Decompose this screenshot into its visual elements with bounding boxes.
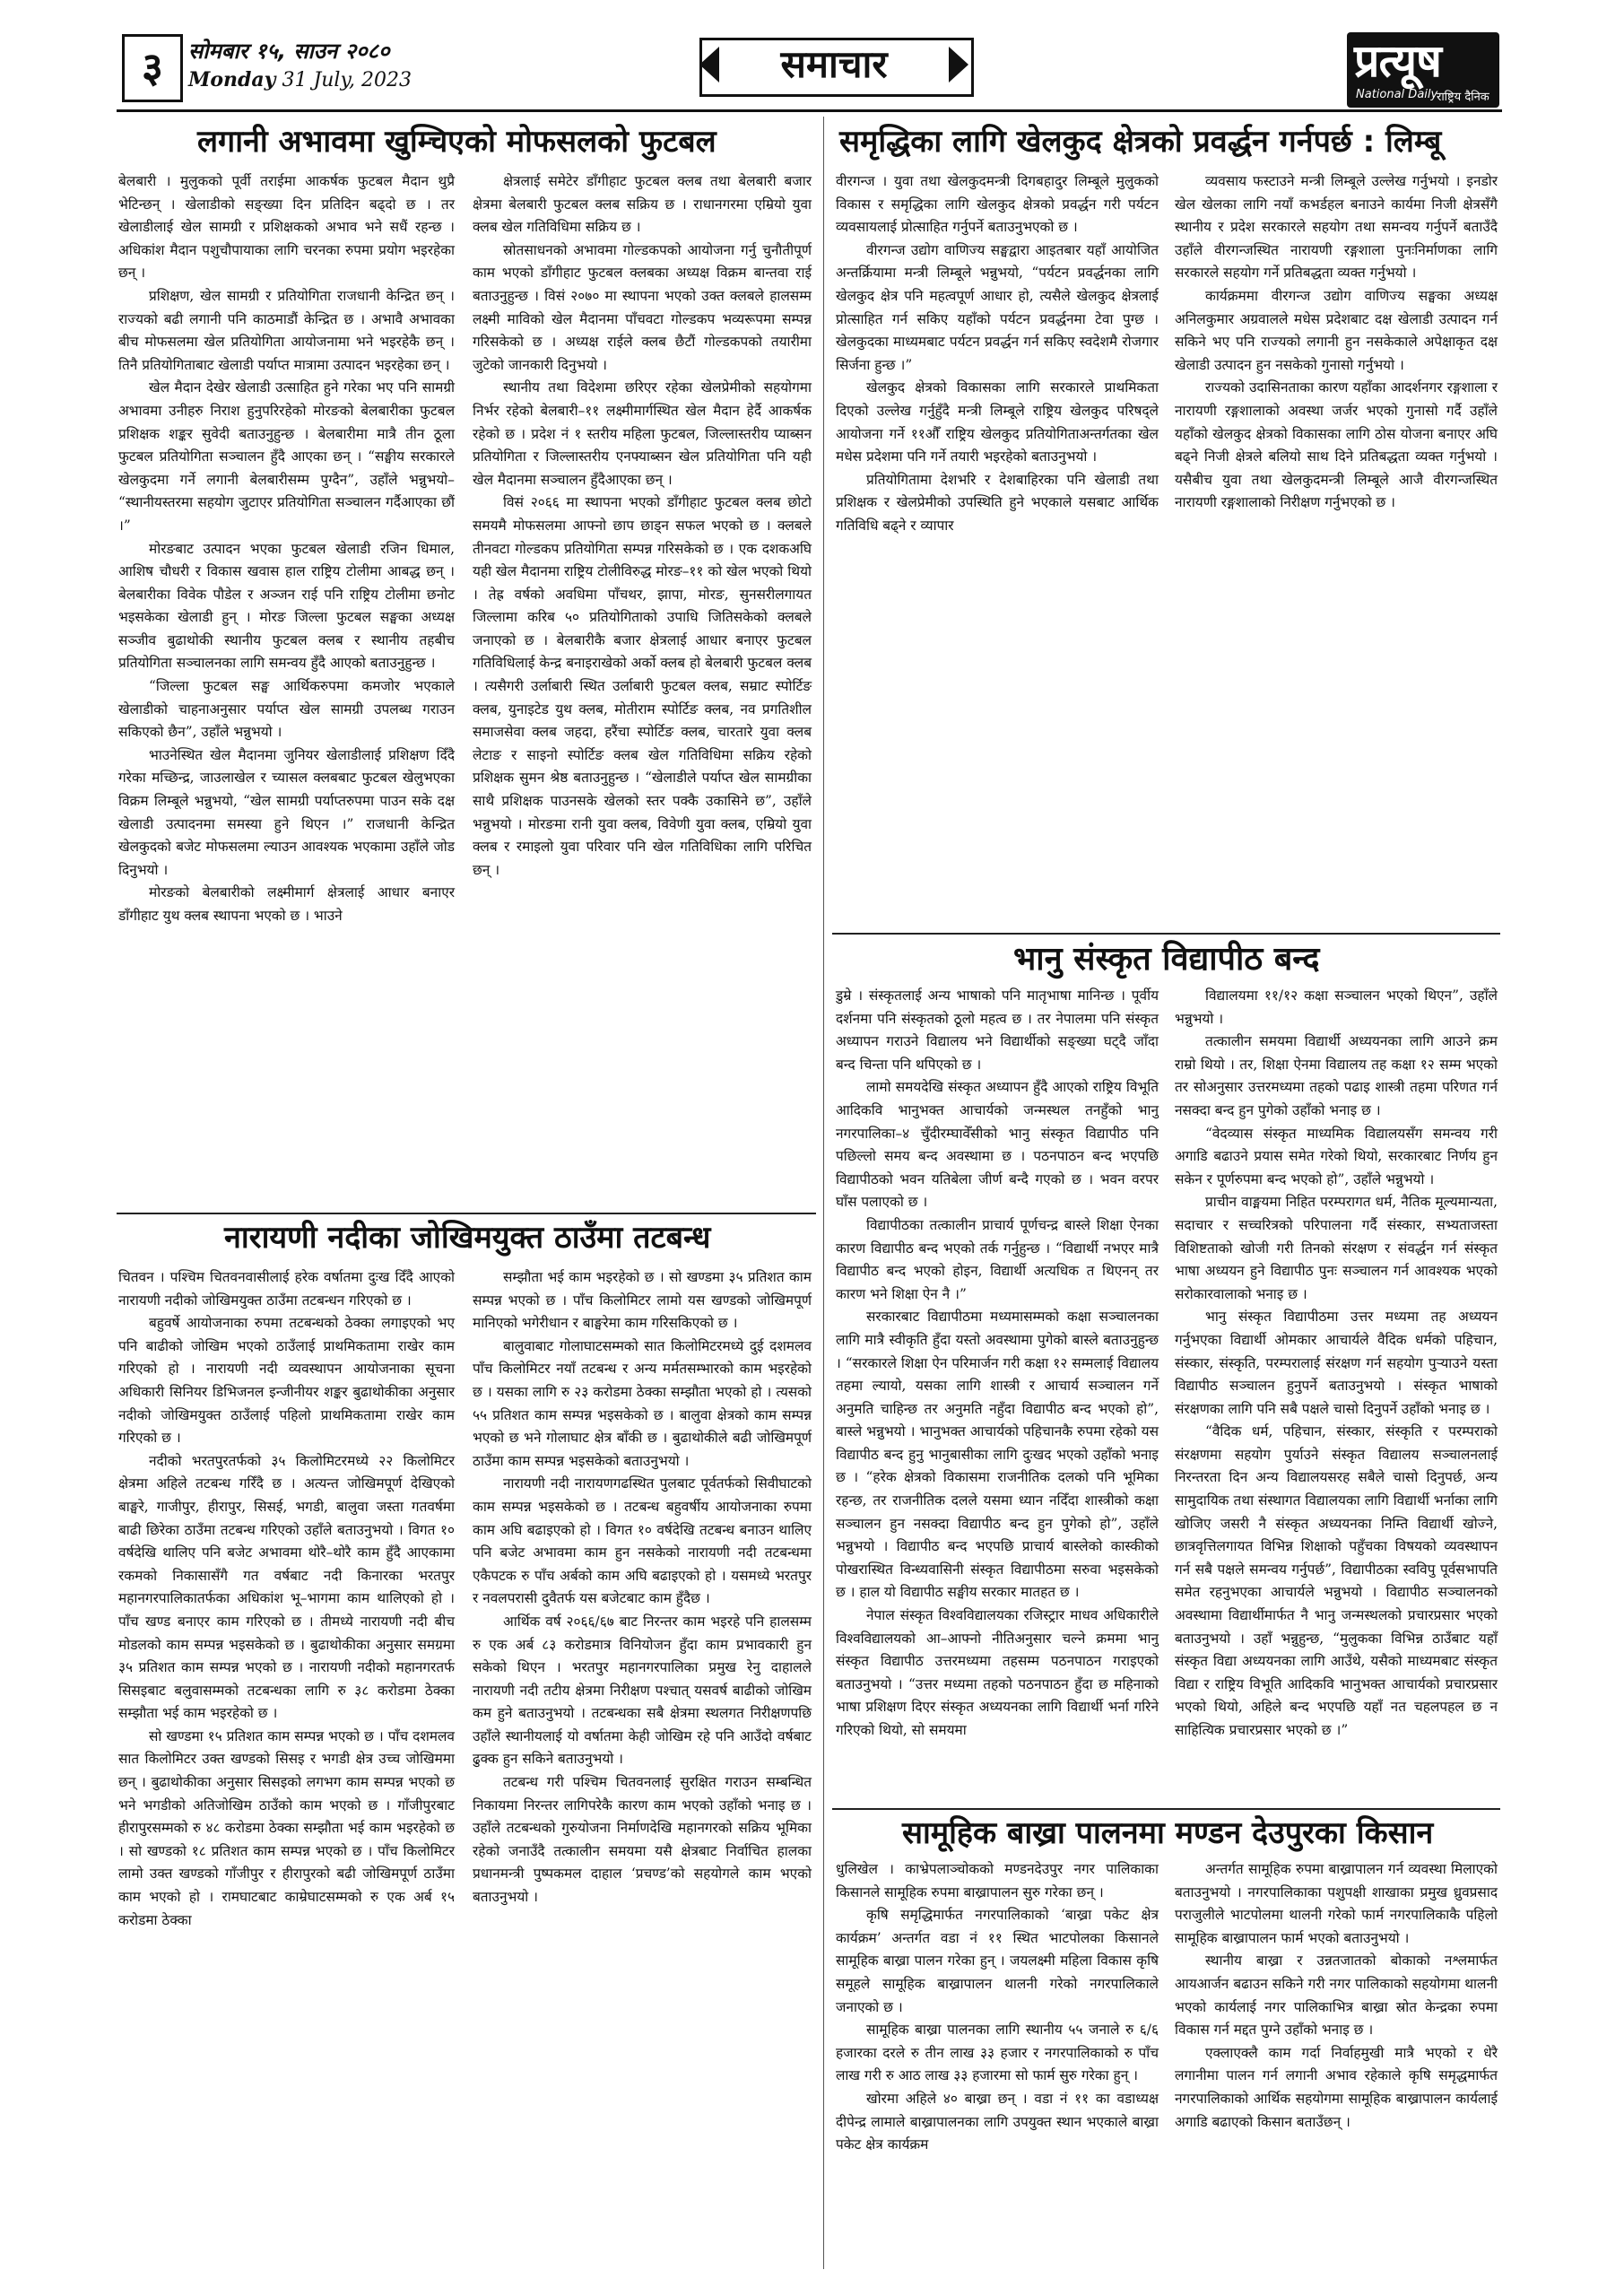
header-rule xyxy=(117,109,1502,112)
paragraph: सामूहिक बाख्रा पालनका लागि स्थानीय ५५ जनाले रु ६/६ हजारका दरले रु तीन लाख ३३ हजार र नगरपालिकाको रु पाँच लाख गरी रु आठ लाख ३३ हजारमा सो फार्म सुरु गरेका हुन् । xyxy=(836,2022,1159,2084)
headline-bhanu: भानु संस्कृत विद्यापीठ बन्द xyxy=(1013,941,1320,978)
left-triangle-icon xyxy=(699,47,719,83)
paragraph: एक्लाएक्लै काम गर्दा निर्वाहमुखी मात्रै भएको र धेरै लगानीमा पालन गर्न लगानी अभाव रहेकाले कृषि समृद्धमार्फत नगरपालिकाको आर्थिक सहयोगमा सामूहिक बाख्रापालन कार्यलाई अगाडि बढाएको किसान बताउँछन् । xyxy=(1175,2044,1498,2130)
paragraph: सम्झौता भई काम भइरहेको छ । सो खण्डमा ३५ प्रतिशत काम सम्पन्न भएको छ । पाँच किलोमिटर लामो यस खण्डको जोखिमपूर्ण मानिएको भगेरीधान र बाङ्घरेमा काम गरिसकिएको छ । xyxy=(473,1269,812,1332)
paragraph: मोरङबाट उत्पादन भएका फुटबल खेलाडी रजिन धिमाल, आशिष चौधरी र विकास खवास हाल राष्ट्रिय टोलीमा आबद्ध छन् । बेलबारीका विवेक पौडेल र अञ्जन राई पनि राष्ट्रिय टोलीमा छनोट भइसकेका खेलाडी हुन् । मोरङ जिल्ला फुटबल सङ्घका अध्यक्ष सञ्जीव बुढाथोकी स्थानीय फुटबल क्लब र स्थानीय तहबीच प्रतियोगिता सञ्चालनका लागि समन्वय हुँदै आएको बताउनुहुन्छ । xyxy=(118,540,455,672)
paragraph: तत्कालीन समयमा विद्यार्थी अध्ययनका लागि आउने क्रम राम्रो थियो । तर, शिक्षा ऐनमा विद्यालय तह कक्षा १२ सम्म भएको तर सोअनुसार उत्तरमध्यमा तहको पढाइ शास्त्री तहमा परिणत गर्न नसक्दा बन्द हुन पुगेको उहाँको भनाइ छ । xyxy=(1175,1033,1498,1118)
logo-name: प्रत्यूष xyxy=(1354,35,1441,87)
article-sports-col-2 xyxy=(1175,170,1498,515)
paragraph: स्रोतसाधनको अभावमा गोल्डकपको आयोजना गर्नु चुनौतीपूर्ण काम भएको डाँगीहाट फुटबल क्लबका अध्यक्ष विक्रम बान्तवा राई बताउनुहुन्छ । विसं २०७० मा स्थापना भएको उक्त क्लबले हालसम्म लक्ष्मी माविको खेल मैदानमा पाँचवटा गोल्डकप भव्यरूपमा सम्पन्न गरिसकेको छ । अध्यक्ष राईले क्लब छैटौं गोल्डकपको तयारीमा जुटेको जानकारी दिनुभयो । xyxy=(473,241,812,373)
article-bhanu-col-2 xyxy=(1175,985,1498,1743)
paragraph: स्थानीय तथा विदेशमा छरिएर रहेका खेलप्रेमीको सहयोगमा निर्भर रहेको बेलबारी–११ लक्ष्मीमार्गस्थित खेल मैदान हेर्दै आकर्षक रहेको छ । प्रदेश नं १ स्तरीय महिला फुटबल, जिल्लास्तरीय प्याब्सन प्रतियोगिता र जिल्लास्तरीय एनफ्याब्सन खेल प्रतियोगिता पनि यही खेल मैदानमा सञ्चालन हुँदैआएका छन् । xyxy=(473,379,812,488)
column-rule-center xyxy=(823,117,824,2269)
paragraph: “वेदव्यास संस्कृत माध्यमिक विद्यालयसँग समन्वय गरी अगाडि बढाउने प्रयास समेत गरेको थियो, सरकारबाट निर्णय हुन सकेन र पूर्णरुपमा बन्द भएको हो”, उहाँले भन्नुभयो । xyxy=(1175,1125,1498,1187)
paragraph: प्रतियोगितामा देशभरि र देशबाहिरका पनि खेलाडी तथा प्रशिक्षक र खेलप्रेमीको उपस्थिति हुने भएकाले यसबाट आर्थिक गतिविधि बढ्ने र व्यापार xyxy=(836,471,1159,534)
paragraph: मोरङको बेलबारीको लक्ष्मीमार्ग क्षेत्रलाई आधार बनाएर डाँगीहाट युथ क्लब स्थापना भएको छ । भाउने xyxy=(118,884,455,924)
paragraph: लामो समयदेखि संस्कृत अध्यापन हुँदै आएको राष्ट्रिय विभूति आदिकवि भानुभक्त आचार्यको जन्मस्थल तनहुँको भानु नगरपालिका–४ चुँदीरम्घावेँसीको भानु संस्कृत विद्यापीठ पनि पछिल्लो समय बन्द अवस्थामा छ । पठनपाठन बन्द भएपछि विद्यापीठको भवन यतिबेला जीर्ण बन्दै गएको छ । भवन वरपर घाँस पलाएको छ । xyxy=(836,1079,1159,1211)
paragraph: प्राचीन वाङ्मयमा निहित परम्परागत धर्म, नैतिक मूल्यमान्यता, सदाचार र सच्चरित्रको परिपालना गर्दै संस्कार, सभ्यताजस्ता विशिष्टताको खोजी गरी तिनको संरक्षण र संवर्द्धन गर्न संस्कृत भाषा अध्ययन हुने विद्यापीठ पुनः सञ्चालन गर्न आवश्यक भएको सरोकारवालाको भनाइ छ । xyxy=(1175,1194,1498,1302)
paragraph: विद्यालयमा ११/१२ कक्षा सञ्चालन भएको थिएन”, उहाँले भन्नुभयो । xyxy=(1175,987,1498,1027)
paragraph: कृषि समृद्धिमार्फत नगरपालिकाको ‘बाख्रा पकेट क्षेत्र कार्यक्रम’ अन्तर्गत वडा नं ११ स्थित भाटपोलका किसानले सामूहिक बाख्रा पालन गरेका हुन् । जयलक्ष्मी महिला विकास कृषि समूहले सामूहिक बाख्रापालन थालनी गरेको नगरपालिकाले जनाएको छ । xyxy=(836,1907,1159,2015)
paragraph: “वैदिक धर्म, पहिचान, संस्कार, संस्कृति र परम्पराको संरक्षणमा सहयोग पुर्याउने संस्कृत विद्यालय सञ्चालनलाई निरन्तरता दिन अन्य विद्यालयसरह सबैले चासो दिनुपर्छ, अन्य सामुदायिक तथा संस्थागत विद्यालयका लागि विद्यार्थी भर्नाका लागि खोजिए जसरी नै संस्कृत अध्ययनका निम्ति विद्यार्थी खोज्ने, छात्रवृत्तिलगायत विभिन्न शिक्षाको पहुँचका विषयको व्यवस्थापन गर्न सबै पक्षले समन्वय गर्नुपर्छ”, विद्यापीठका स्वविपु पूर्वसभापति समेत रहनुभएका आचार्यले भन्नुभयो । विद्यापीठ सञ्चालनको अवस्थामा विद्यार्थीमार्फत नै भानु जन्मस्थलको प्रचारप्रसार भएको बताउनुभयो । उहाँ भन्नुहुन्छ, “मुलुकका विभिन्न ठाउँबाट यहाँ संस्कृत विद्या अध्ययनका लागि आउँथे, यसैको माध्यमबाट संस्कृत विद्या र राष्ट्रिय विभूति आदिकवि भानुभक्त आचार्यको प्रचारप्रसार भएको थियो, अहिले बन्द भएपछि यहाँ नत चहलपहल छ न साहित्यिक प्रचारप्रसार भएको छ ।” xyxy=(1175,1423,1498,1738)
paragraph: बेलबारी । मुलुकको पूर्वी तराईमा आकर्षक फुटबल मैदान थुप्रै भेटिन्छन् । खेलाडीको सङ्ख्या दिन प्रतिदिन बढ्दो छ । तर खेलाडीलाई खेल सामग्री र प्रशिक्षकको अभाव भने सधैं रहन्छ । अधिकांश मैदान पशुचौपायाका लागि चरनका रुपमा प्रयोग भइरहेका छन् । xyxy=(118,173,455,282)
headline-narayani: नारायणी नदीका जोखिमयुक्त ठाउँमा तटबन्ध xyxy=(224,1220,711,1256)
paragraph: “जिल्ला फुटबल सङ्घ आर्थिकरुपमा कमजोर भएकाले खेलाडीको चाहनाअनुसार पर्याप्त खेल सामग्री उपलब्ध गराउन सकिएको छैन”, उहाँले भन्नुभयो । xyxy=(118,678,455,741)
paragraph: अन्तर्गत सामूहिक रुपमा बाख्रापालन गर्न व्यवस्था मिलाएको बताउनुभयो । नगरपालिकाका पशुपक्षी शाखाका प्रमुख ध्रुवप्रसाद पराजुलीले भाटपोलमा थालनी गरेको फार्म नगरपालिकाकै पहिलो सामूहिक बाख्रापालन फार्म भएको बताउनुभयो । xyxy=(1175,1861,1498,1946)
paragraph: खेल मैदान देखेर खेलाडी उत्साहित हुने गरेका भए पनि सामग्री अभावमा उनीहरु निराश हुनुपरिरहेको मोरङको बेलबारीका फुटबल प्रशिक्षक शङ्कर सुवेदी बताउनुहुन्छ । बेलबारीमा मात्रै तीन ठूला फुटबल प्रतियोगिता सञ्चालन हुँदै आएका छन् । “सङ्घीय सरकारले खेलकुदमा गर्ने लगानी बेलबारीसम्म पुग्दैन”, उहाँले भन्नुभयो– “स्थानीयस्तरमा सहयोग जुटाएर प्रतियोगिता सञ्चालन गर्दैआएका छौं ।” xyxy=(118,379,455,534)
paragraph: वीरगन्ज उद्योग वाणिज्य सङ्घद्वारा आइतबार यहाँ आयोजित अन्तर्क्रियामा मन्त्री लिम्बूले भन्नुभयो, “पर्यटन प्रवर्द्धनका लागि खेलकुद क्षेत्र पनि महत्वपूर्ण आधार हो, त्यसैले खेलकुद क्षेत्रलाई प्रोत्साहित गर्न सकिए यहाँको पर्यटन प्रवर्द्धनमा टेवा पुग्छ । खेलकुदका माध्यमबाट पर्यटन प्रवर्द्धन गर्न सकिए स्वदेशमै रोजगार सिर्जना हुन्छ ।” xyxy=(836,241,1159,373)
paragraph: आर्थिक वर्ष २०६६/६७ बाट निरन्तर काम भइरहे पनि हालसम्म रु एक अर्ब ८३ करोडमात्र विनियोजन हुँदा काम प्रभावकारी हुन सकेको थिएन । भरतपुर महानगरपालिका प्रमुख रेनु दाहालले नारायणी नदी तटीय क्षेत्रमा निरीक्षण पश्चात् यसवर्ष बाढीको जोखिम कम हुने बताउनुभयो । तटबन्धका सबै क्षेत्रमा स्थलगत निरीक्षणपछि उहाँले स्थानीयलाई यो वर्षातमा केही जोखिम रहे पनि आउँदो वर्षबाट ढुक्क हुन सकिने बताउनुभयो । xyxy=(473,1613,812,1768)
rule-right-1 xyxy=(832,933,1500,935)
paragraph: डुम्रे । संस्कृतलाई अन्य भाषाको पनि मातृभाषा मानिन्छ । पूर्वीय दर्शनमा पनि संस्कृतको ठूलो महत्व छ । तर नेपालमा पनि संस्कृत अध्यापन गराउने विद्यालय भने विद्यार्थीको सङ्ख्या घट्दै जाँदा बन्द चिन्ता पनि थपिएको छ । xyxy=(836,987,1159,1073)
paragraph: धुलिखेल । काभ्रेपलाञ्चोकको मण्डनदेउपुर नगर पालिकाका किसानले सामूहिक रुपमा बाख्रापालन सुरु गरेका छन् । xyxy=(836,1861,1159,1900)
article-football-col-1 xyxy=(118,170,455,928)
newspaper-logo xyxy=(1347,32,1499,108)
paragraph: भानु संस्कृत विद्यापीठमा उत्तर मध्यमा तह अध्ययन गर्नुभएका विद्यार्थी ओमकार आचार्यले वैदिक धर्मको पहिचान, संस्कार, संस्कृति, परम्परालाई संरक्षण गर्न सहयोग पुऱ्याउने यस्ता विद्यापीठ सञ्चालन हुनुपर्ने बताउनुभयो । संस्कृत भाषाको संरक्षणका लागि पनि सबै पक्षले चासो दिनुपर्ने उहाँको भनाइ छ । xyxy=(1175,1309,1498,1417)
paragraph: बालुवाबाट गोलाघाटसम्मको सात किलोमिटरमध्ये दुई दशमलव पाँच किलोमिटर नयाँ तटबन्ध र अन्य मर्मतसम्भारको काम भइरहेको छ । यसका लागि रु २३ करोडमा ठेक्का सम्झौता भएको हो । त्यसको ५५ प्रतिशत काम सम्पन्न भइसकेको छ । बालुवा क्षेत्रको काम सम्पन्न भएको छ भने गोलाघाट क्षेत्र बाँकी छ । बुढाथोकीले बढी जोखिमपूर्ण ठाउँमा काम सम्पन्न भइसकेको बताउनुभयो । xyxy=(473,1337,812,1469)
paragraph: व्यवसाय फस्टाउने मन्त्री लिम्बूले उल्लेख गर्नुभयो । इनडोर खेल खेलका लागि नयाँ कभर्डहल बनाउने कार्यमा निजी क्षेत्रसँगै स्थानीय र प्रदेश सरकारले सहयोग तथा समन्वय गर्नुपर्ने बताउँदै उहाँले वीरगन्जस्थित नारायणी रङ्गशाला पुनःनिर्माणका लागि सरकारले सहयोग गर्ने प्रतिबद्धता व्यक्त गर्नुभयो । xyxy=(1175,173,1498,282)
paragraph: वीरगन्ज । युवा तथा खेलकुदमन्त्री दिगबहादुर लिम्बूले मुलुकको विकास र समृद्धिका लागि खेलकुद क्षेत्रको प्रवर्द्धन गरी पर्यटन व्यवसायलाई प्रोत्साहित गर्नुपर्ने बताउनुभएको छ । xyxy=(836,173,1159,236)
article-sports-col-1 xyxy=(836,170,1159,538)
date-english-line xyxy=(188,68,412,91)
right-triangle-icon xyxy=(949,47,968,83)
date-english: 31 July, 2023 xyxy=(282,69,412,91)
rule-left-mid xyxy=(117,1213,816,1214)
article-goat-col-1 xyxy=(836,1858,1159,2157)
rule-right-2 xyxy=(832,1808,1500,1810)
paragraph: स्थानीय बाख्रा र उन्नतजातको बोकाको नश्लमार्फत आयआर्जन बढाउन सकिने गरी नगर पालिकाको सहयोगमा थालनी भएको कार्यलाई नगर पालिकाभित्र बाख्रा स्रोत केन्द्रका रुपमा विकास गर्न मद्दत पुग्ने उहाँको भनाइ छ । xyxy=(1175,1952,1498,2039)
date-nepali: सोमबार १५, साउन २०८० xyxy=(188,39,390,64)
logo-tag-np: राष्ट्रिय दैनिक xyxy=(1437,91,1489,104)
page-number: ३ xyxy=(122,34,183,102)
paragraph: तटबन्ध गरी पश्चिम चितवनलाई सुरक्षित गराउन सम्बन्धित निकायमा निरन्तर लागिपरेकै कारण काम भएको उहाँको भनाइ छ । उहाँले तटबन्धको गुरुयोजना निर्माणदेखि महानगरको सक्रिय भूमिका रहेको जनाउँदै तत्कालीन समयमा यसै क्षेत्रबाट निर्वाचित हालका प्रधानमन्त्री पुष्पकमल दाहाल ‘प्रचण्ड’को सहयोगले काम भएको बताउनुभयो । xyxy=(473,1774,812,1906)
paragraph: सो खण्डमा १५ प्रतिशत काम सम्पन्न भएको छ । पाँच दशमलव सात किलोमिटर उक्त खण्डको सिसइ र भगडी क्षेत्र उच्च जोखिममा छन् । बुढाथोकीका अनुसार सिसइको लगभग काम सम्पन्न भएको छ भने भगडीको अतिजोखिम ठाउँको काम भएको छ । गाँजीपुरबाट हीरापुरसम्मको रु ४८ करोडमा ठेक्का सम्झौता भई काम भइरहेको छ । सो खण्डको १८ प्रतिशत काम सम्पन्न भएको छ । पाँच किलोमिटर लामो उक्त खण्डको गाँजीपुर र हीरापुरको बढी जोखिमपूर्ण ठाउँमा काम भएको हो । रामघाटबाट काम्रेघाटसम्मको रु एक अर्ब १५ करोडमा ठेक्का xyxy=(118,1727,455,1928)
article-goat-col-2 xyxy=(1175,1858,1498,2134)
paragraph: नारायणी नदी नारायणगढस्थित पुलबाट पूर्वतर्फको सिवीघाटको काम सम्पन्न भइसकेको छ । तटबन्ध बहुवर्षीय आयोजनाका रुपमा काम अघि बढाइएको हो । विगत १० वर्षदेखि तटबन्ध बनाउन थालिए पनि बजेट अभावमा काम हुन नसकेको नारायणी नदी तटबन्धमा एकैपटक रु पाँच अर्बको काम अघि बढाइएको हो । यसमध्ये भरतपुर र नवलपरासी दुवैतर्फ यस बजेटबाट काम हुँदैछ । xyxy=(473,1475,812,1607)
paragraph: खोरमा अहिले ४० बाख्रा छन् । वडा नं ११ का वडाध्यक्ष दीपेन्द्र लामाले बाख्रापालनका लागि उपयुक्त स्थान भएकाले बाख्रा पकेट क्षेत्र कार्यक्रम xyxy=(836,2090,1159,2153)
paragraph: प्रशिक्षण, खेल सामग्री र प्रतियोगिता राजधानी केन्द्रित छन् । राज्यको बढी लगानी पनि काठमाडौं केन्द्रित छ । अभावै अभावका बीच मोफसलमा खेल प्रतियोगिता आयोजनामा भने भइरहेकै छन् । तिनै प्रतियोगिताबाट खेलाडी पर्याप्त मात्रामा उत्पादन भइरहेका छन् । xyxy=(118,287,455,373)
headline-goat: सामूहिक बाख्रा पालनमा मण्डन देउपुरका किसान xyxy=(902,1815,1434,1851)
paragraph: नदीको भरतपुरतर्फको ३५ किलोमिटरमध्ये २२ किलोमिटर क्षेत्रमा अहिले तटबन्ध गरिँदै छ । अत्यन्त जोखिमपूर्ण देखिएको बाङ्घरे, गाजीपुर, हीरापुर, सिसई, भगडी, बालुवा जस्ता गतवर्षमा बाढी छिरेका ठाउँमा तटबन्ध गरिएको उहाँले बताउनुभयो । विगत १० वर्षदेखि थालिए पनि बजेट अभावमा थोरै–थोरै काम हुँदै आएकामा रकमको निकासासँगै गत वर्षबाट नदी किनारका भरतपुर महानगरपालिकातर्फका अधिकांश भू–भागमा काम थालिएको हो । पाँच खण्ड बनाएर काम गरिएको छ । तीमध्ये नारायणी नदी बीच मोडलको काम सम्पन्न भइसकेको छ । बुढाथोकीका अनुसार समग्रमा ३५ प्रतिशत काम सम्पन्न भएको छ । नारायणी नदीको महानगरतर्फ सिसइबाट बलुवासम्मको तटबन्धका लागि रु ३८ करोडमा ठेक्का सम्झौता भई काम भइरहेको छ । xyxy=(118,1452,455,1722)
paragraph: बहुवर्षे आयोजनाका रुपमा तटबन्धको ठेक्का लगाइएको भए पनि बाढीको जोखिम भएको ठाउँलाई प्राथमिकतामा राखेर काम गरिएको हो । नारायणी नदी व्यवस्थापन आयोजनाका सूचना अधिकारी सिनियर डिभिजनल इन्जीनीयर शङ्कर बुढाथोकीका अनुसार नदीको जोखिमयुक्त ठाउँलाई पहिलो प्राथमिकतामा राखेर काम गरिएको छ । xyxy=(118,1315,455,1447)
paragraph: कार्यक्रममा वीरगन्ज उद्योग वाणिज्य सङ्घका अध्यक्ष अनिलकुमार अग्रवालले मधेस प्रदेशबाट दक्ष खेलाडी उत्पादन गर्न सकिने भए पनि राज्यको लगानी हुन नसकेकाले अपेक्षाकृत दक्ष खेलाडी उत्पादन हुन नसकेको गुनासो गर्नुभयो । xyxy=(1175,287,1498,373)
paragraph: विसं २०६६ मा स्थापना भएको डाँगीहाट फुटबल क्लब छोटो समयमै मोफसलमा आफ्नो छाप छाड्न सफल भएको छ । क्लबले तीनवटा गोल्डकप प्रतियोगिता सम्पन्न गरिसकेको छ । एक दशकअघि यही खेल मैदानमा राष्ट्रिय टोलीविरुद्ध मोरङ–११ को खेल भएको थियो । तेह्र वर्षको अवधिमा पाँचथर, झापा, मोरङ, सुनसरीलगायत जिल्लामा करिब ५० प्रतियोगिताको उपाधि जितिसकेको क्लबले जनाएको छ । बेलबारीकै बजार क्षेत्रलाई आधार बनाएर फुटबल गतिविधिलाई केन्द्र बनाइराखेको अर्को क्लब हो बेलबारी फुटबल क्लब । त्यसैगरी उर्लाबारी स्थित उर्लाबारी फुटबल क्लब, सम्राट स्पोर्टिङ क्लब, युनाइटेड युथ क्लब, मोतीराम स्पोर्टिङ क्लब, नव प्रगतिशील समाजसेवा क्लब जहदा, हरैंचा स्पोर्टिङ क्लब, चारतारे युवा क्लब लेटाङ र साइनो स्पोर्टिङ क्लब खेल गतिविधिमा सक्रिय रहेको प्रशिक्षक सुमन श्रेष्ठ बताउनुहुन्छ । “खेलाडीले पर्याप्त खेल सामग्रीका साथै प्रशिक्षक पाउनसके खेलको स्तर पक्कै उकासिने छ”, उहाँले भन्नुभयो । मोरङमा रानी युवा क्लब, विवेणी युवा क्लब, एम्रियो युवा क्लब र रमाइलो युवा परिवार पनि खेल गतिविधिका लागि परिचित छन् । xyxy=(473,494,812,878)
paragraph: विद्यापीठका तत्कालीन प्राचार्य पूर्णचन्द्र बास्ले शिक्षा ऐनका कारण विद्यापीठ बन्द भएको तर्क गर्नुहुन्छ । “विद्यार्थी नभएर मात्रै विद्यापीठ बन्द भएको होइन, विद्यार्थी अत्यधिक त थिएनन् तर कारण भने शिक्षा ऐन नै ।” xyxy=(836,1216,1159,1302)
day-english: Monday xyxy=(188,68,276,91)
article-narayani-col-2 xyxy=(473,1266,812,1909)
paragraph: भाउनेस्थित खेल मैदानमा जुनियर खेलाडीलाई प्रशिक्षण दिँदै गरेका मच्छिन्द्र, जाउलाखेल र च्यासल क्लबबाट फुटबल खेलुभएका विक्रम लिम्बूले भन्नुभयो, “खेल सामग्री पर्याप्तरुपमा पाउन सके दक्ष खेलाडी उत्पादनमा समस्या हुने थिएन ।” राजधानी केन्द्रित खेलकुदको बजेट मोफसलमा ल्याउन आवश्यक भएकामा उहाँले जोड दिनुभयो । xyxy=(118,746,455,878)
paragraph: क्षेत्रलाई समेटेर डाँगीहाट फुटबल क्लब तथा बेलबारी बजार क्षेत्रमा बेलबारी फुटबल क्लब सक्रिय छ । राधानगरमा एम्रियो युवा क्लब खेल गतिविधिमा सक्रिय छ । xyxy=(473,173,812,236)
paragraph: चितवन । पश्चिम चितवनवासीलाई हरेक वर्षातमा दुःख दिँदै आएको नारायणी नदीको जोखिमयुक्त ठाउँमा तटबन्धन गरिएको छ । xyxy=(118,1269,455,1309)
article-football-col-2 xyxy=(473,170,812,882)
section-title: समाचार xyxy=(780,42,888,86)
paragraph: सरकारबाट विद्यापीठमा मध्यमासम्मको कक्षा सञ्चालनका लागि मात्रै स्वीकृति हुँदा यस्तो अवस्थामा पुगेको बास्ले बताउनुहुन्छ । “सरकारले शिक्षा ऐन परिमार्जन गरी कक्षा १२ सम्मलाई विद्यालय तहमा ल्यायो, यसका लागि शास्त्री र आचार्य सञ्चालन गर्ने अनुमति चाहिन्छ तर अनुमति नहुँदा विद्यापीठ बन्द भएको हो”, बास्ले भन्नुभयो । भानुभक्त आचार्यको पहिचानकै रुपमा रहेको यस विद्यापीठ बन्द हुनु भानुबासीका लागि दुःखद भएको उहाँको भनाइ छ । “हरेक क्षेत्रको विकासमा राजनीतिक दलको पनि भूमिका रहन्छ, तर राजनीतिक दलले यसमा ध्यान नदिँदा शास्त्रीको कक्षा सञ्चालन हुन नसक्दा विद्यापीठ बन्द हुन पुगेको हो”, उहाँले भन्नुभयो । विद्यापीठ बन्द भएपछि प्राचार्य बास्लेको कास्कीको पोखरास्थित विन्ध्यवासिनी संस्कृत विद्यापीठमा सरुवा भइसकेको छ । हाल यो विद्यापीठ सङ्घीय सरकार मातहत छ । xyxy=(836,1309,1159,1601)
article-narayani-col-1 xyxy=(118,1266,455,1932)
headline-sports-tourism: समृद्धिका लागि खेलकुद क्षेत्रको प्रवर्द्धन गर्नपर्छ : लिम्बू xyxy=(839,124,1442,160)
paragraph: खेलकुद क्षेत्रको विकासका लागि सरकारले प्राथमिकता दिएको उल्लेख गर्नुहुँदै मन्त्री लिम्बूले राष्ट्रिय खेलकुद परिषद्ले आयोजना गर्ने ११औँ राष्ट्रिय खेलकुद प्रतियोगिताअन्तर्गतका खेल मधेस प्रदेशमा पनि गर्ने तयारी भइरहेको बताउनुभयो । xyxy=(836,379,1159,465)
logo-tag-en: National Daily xyxy=(1356,88,1438,101)
article-bhanu-col-1 xyxy=(836,985,1159,1743)
paragraph: राज्यको उदासिनताका कारण यहाँका आदर्शनगर रङ्गशाला र नारायणी रङ्गशालाको अवस्था जर्जर भएको गुनासो गर्दै उहाँले यहाँको खेलकुद क्षेत्रको विकासका लागि ठोस योजना बनाएर अघि बढ्ने निजी क्षेत्रले बलियो साथ दिने प्रतिबद्धता व्यक्त गर्नुभयो । यसैबीच युवा तथा खेलकुदमन्त्री लिम्बूले आजै वीरगन्जस्थित नारायणी रङ्गशालाको निरीक्षण गर्नुभएको छ । xyxy=(1175,379,1498,511)
paragraph: नेपाल संस्कृत विश्वविद्यालयका रजिस्ट्रार माधव अधिकारीले विश्वविद्यालयको आ–आफ्नो नीतिअनुसार चल्ने क्रममा भानु संस्कृत विद्यापीठ उत्तरमध्यमा तहसम्म पठनपाठन गराइएको बताउनुभयो । “उत्तर मध्यमा तहको पठनपाठन हुँदा छ महिनाको भाषा प्रशिक्षण दिएर संस्कृत अध्ययनका लागि विद्यार्थी भर्ना गरिने गरिएको थियो, सो समयमा xyxy=(836,1607,1159,1738)
headline-football: लगानी अभावमा खुम्चिएको मोफसलको फुटबल xyxy=(197,124,716,160)
